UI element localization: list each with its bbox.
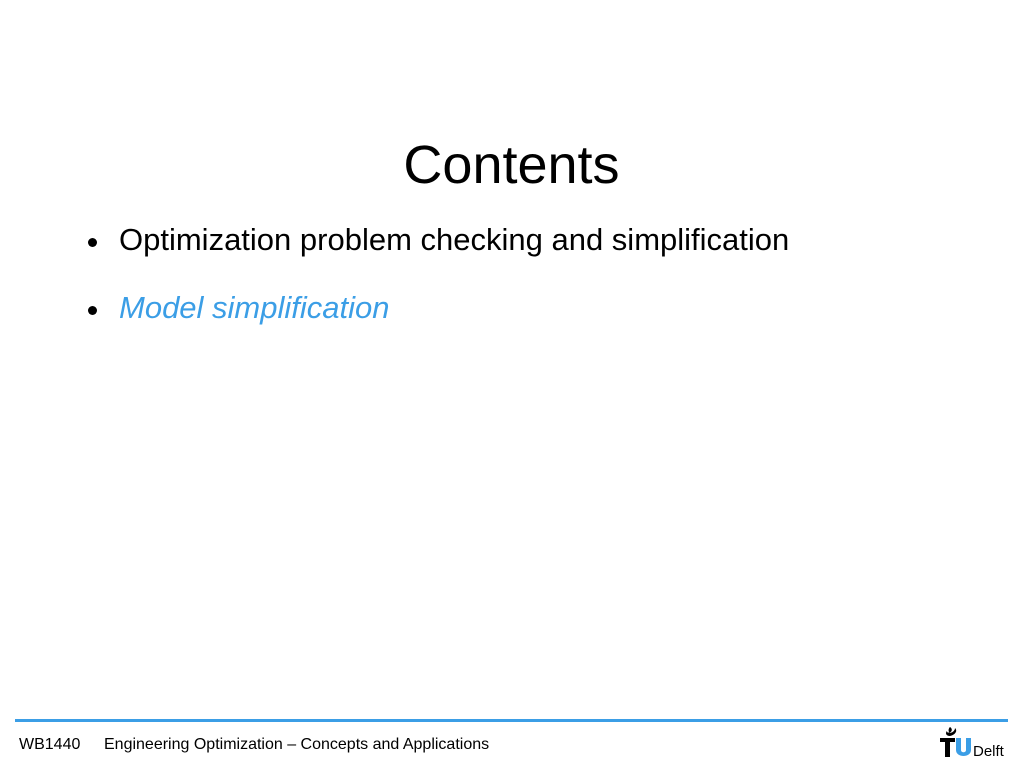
- bullet-dot-icon: [88, 238, 97, 247]
- bullet-text: Optimization problem checking and simplification: [119, 222, 790, 257]
- course-title: Engineering Optimization – Concepts and Applications: [104, 736, 490, 753]
- slide-title: Contents: [403, 135, 620, 196]
- bullet-item-problem-checking: [88, 220, 789, 260]
- logo-wordmark: Delft: [973, 743, 1004, 759]
- bullet-list: [88, 220, 789, 356]
- footer-divider: [15, 719, 1008, 722]
- flame-icon: [946, 727, 956, 736]
- logo-letter-u: [956, 738, 971, 756]
- logo-letter-t-stem: [945, 738, 950, 757]
- bullet-item-model-simplification: [88, 288, 789, 328]
- course-code: WB1440: [19, 736, 81, 753]
- tudelft-logo: [940, 725, 1012, 759]
- bullet-text-highlighted: Model simplification: [119, 290, 390, 325]
- bullet-dot-icon: [88, 306, 97, 315]
